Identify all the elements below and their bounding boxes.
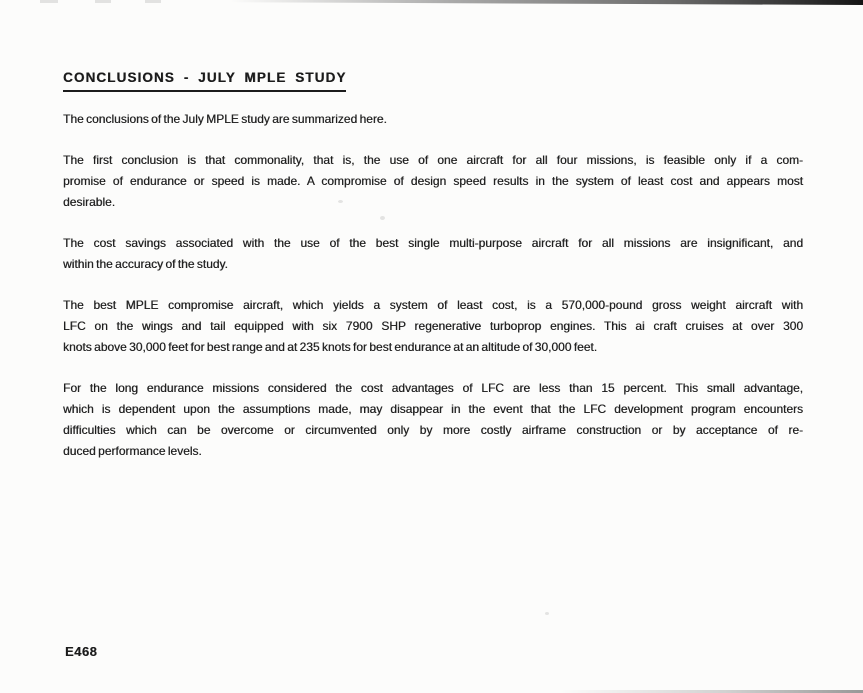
scan-artifact-dash — [145, 0, 161, 3]
page-number: E468 — [65, 644, 98, 659]
text-line: within the accuracy of the study. — [63, 257, 228, 271]
paragraph — [63, 150, 803, 213]
scan-artifact-dash — [40, 0, 58, 3]
paragraph — [63, 378, 803, 462]
document-body — [63, 109, 803, 482]
text-line: which is dependent upon the assumptions made, may disappear in the event that the LFC development program encounters — [63, 402, 803, 416]
paragraph — [63, 233, 803, 275]
scan-artifact-speck — [545, 612, 549, 615]
text-line: The conclusions of the July MPLE study are summarized here. — [63, 112, 387, 126]
text-line: desirable. — [63, 195, 116, 209]
scan-artifact-top-streak — [230, 0, 863, 5]
scan-artifact-dash — [95, 0, 111, 3]
text-line: duced performance levels. — [63, 444, 202, 458]
paragraph — [63, 109, 803, 130]
text-line: The cost savings associated with the use of the best single multi-purpose aircraft for all missions are insignificant, and — [63, 236, 803, 250]
text-line: The best MPLE compromise aircraft, which yields a system of least cost, is a 570,000-pound gross weight aircraft with — [63, 298, 803, 312]
text-line: difficulties which can be overcome or circumvented only by more costly airframe construction or by acceptance of re- — [63, 423, 803, 437]
page-title: CONCLUSIONS - JULY MPLE STUDY — [63, 70, 346, 92]
paragraph — [63, 295, 803, 358]
text-line: For the long endurance missions considered the cost advantages of LFC are less than 15 percent. This small advantage, — [63, 381, 803, 395]
text-line: knots above 30,000 feet for best range and at 235 knots for best endurance at an altitude of 30,000 feet. — [63, 340, 598, 354]
text-line: LFC on the wings and tail equipped with six 7900 SHP regenerative turboprop engines. This ai craft cruises at over 300 — [63, 319, 803, 333]
text-line: The first conclusion is that commonality, that is, the use of one aircraft for all four missions, is feasible only if a com- — [63, 153, 803, 167]
text-line: promise of endurance or speed is made. A compromise of design speed results in the system of least cost and appears most — [63, 174, 803, 188]
